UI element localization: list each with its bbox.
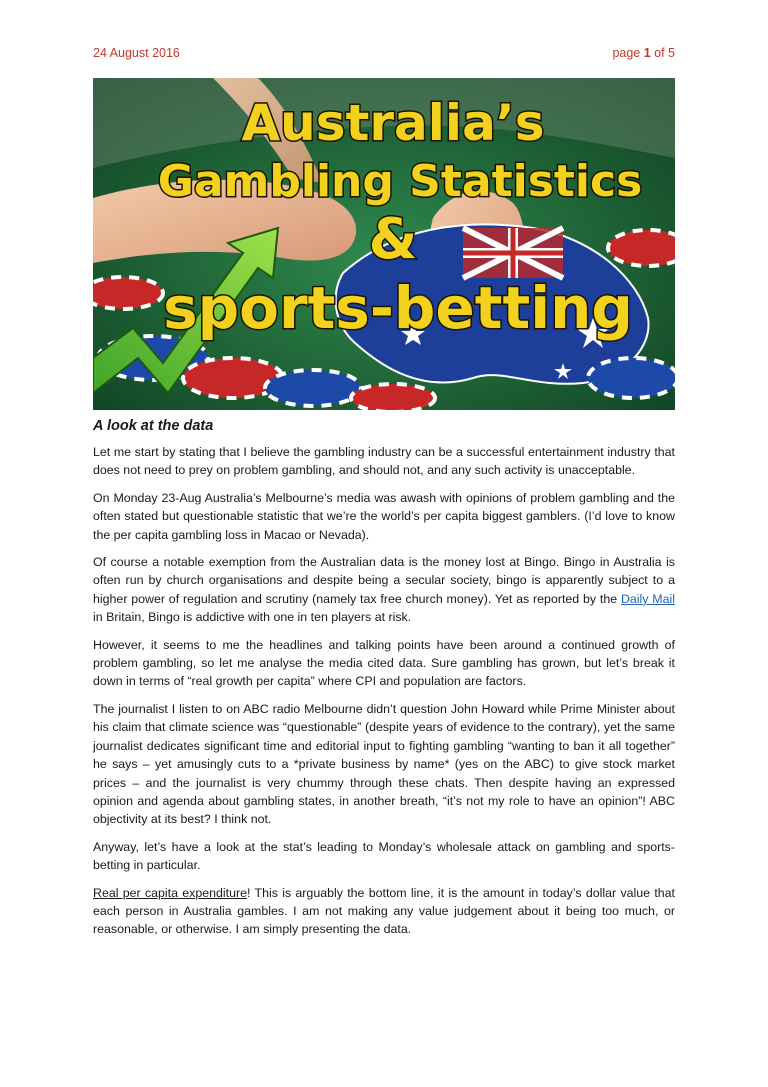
daily-mail-link[interactable]: Daily Mail	[620, 591, 676, 606]
hero-title-line2: Gambling Statistics	[157, 156, 643, 207]
paragraph-growth: However, it seems to me the headlines and talking points have been around a continued growth of problem gambling, so let me analyse the media cited data. Sure gambling has grown, but let’s break it down in terms of “real growth per capita” where CPI and population are factors.	[93, 637, 675, 689]
paragraph-intro: Let me start by stating that I believe the gambling industry can be a successful entertainment industry that does not need to prey on problem gambling, and should not, and any such activity is unacceptable.	[93, 445, 675, 478]
paragraph-per-capita: Real per capita expenditure! This is arguably the bottom line, it is the amount in today’s dollar value that each person in Australia gambles. I am not making any value judgement about it being too much, or reasonable, or otherwise. I am simply presenting the data.	[93, 885, 675, 937]
header-date: 24 August 2016	[93, 46, 180, 60]
section-heading: A look at the data	[93, 418, 214, 434]
paragraph-stats-intro: Anyway, let’s have a look at the stat’s leading to Monday’s wholesale attack on gambling and sports-betting in particular.	[93, 839, 675, 873]
hero-title-line4: sports-betting	[163, 274, 633, 342]
paragraph-journalist: The journalist I listen to on ABC radio Melbourne didn’t question John Howard while Prime Minister about his claim that climate science was “questionable” (despite years of evidence to the contrary), yet the same journalist dedicates significant time and editorial input to fighting gambling “wanting to ban it all together” he says – yet amusingly cuts to a *private business by name* (yes on the ABC) to give stock market prices – and the journalist is very chummy through these chats. Then despite having an expressed opinion and agenda about gambling states, in another breath, “it’s not my role to have an opinion”! ABC objectivity at its best? I think not.	[93, 701, 675, 827]
hero-illustration	[93, 78, 675, 410]
article-body	[93, 416, 675, 948]
per-capita-term: Real per capita expenditure	[93, 885, 248, 900]
paragraph-bingo: Of course a notable exemption from the Australian data is the money lost at Bingo. Bingo in Australia is often run by church organisations and despite being a secular society, bingo is apparently subject to a higher power of regulation and scrutiny (namely tax free church money). Yet as reported by the Daily Mail in Britain, Bingo is addictive with one in ten players at risk.	[93, 555, 676, 625]
hero-title-line1: Australia’s	[241, 94, 545, 152]
hero-title-line3: &	[368, 207, 418, 272]
paragraph-media: On Monday 23-Aug Australia’s Melbourne’s media was awash with opinions of problem gambling and the often stated but questionable statistic that we’re the world’s per capita biggest gamblers. (I’d love to know the per capita gambling loss in Macao or Nevada).	[93, 490, 675, 542]
hero-image	[93, 78, 675, 410]
page-header	[93, 46, 675, 60]
page-number: page 1 of 5	[612, 46, 675, 60]
page-number-current: 1	[643, 46, 651, 60]
